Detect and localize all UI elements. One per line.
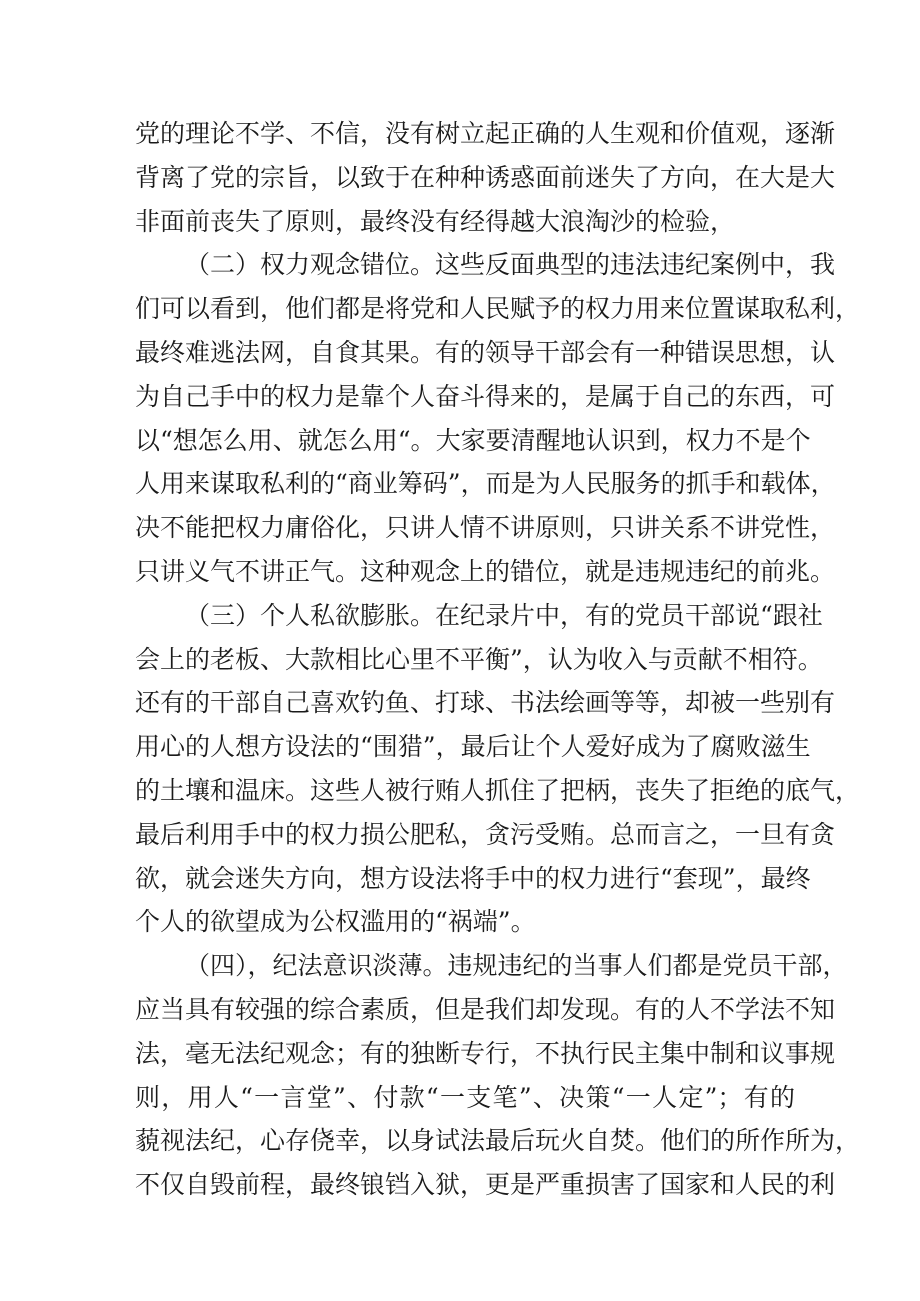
text-line: 决不能把权力庸俗化，只讲人情不讲原则，只讲关系不讲党性， [135, 513, 836, 543]
text-line: 最终难逃法网，自食其果。有的领导干部会有一种错误思想，认 [135, 337, 836, 367]
text-line: 则，用人“一言堂”、付款“一支笔”、决策“一人定”；有的 [135, 1082, 795, 1112]
body-text [135, 112, 861, 1207]
text-line: 应当具有较强的综合素质，但是我们却发现。有的人不学法不知 [135, 994, 836, 1024]
text-line: 以“想怎么用、就怎么用“。大家要清醒地认识到，权力不是个 [135, 425, 811, 455]
paragraph [135, 243, 861, 593]
text-line: 背离了党的宗旨，以致于在种种诱惑面前迷失了方向，在大是大 [135, 162, 836, 192]
text-line: 欲，就会迷失方向，想方设法将手中的权力进行“套现”，最终 [135, 863, 811, 893]
text-line: 的土壤和温床。这些人被行贿人抓住了把柄，丧失了拒绝的底气， [135, 775, 861, 805]
text-line: 个人的欲望成为公权滥用的“祸端”。 [135, 907, 536, 937]
text-line: （二）权力观念错位。这些反面典型的违法违纪案例中，我 [185, 250, 836, 280]
text-line: 最后利用手中的权力损公肥私，贪污受贿。总而言之，一旦有贪 [135, 819, 836, 849]
text-line: 非面前丧失了原则，最终没有经得越大浪淘沙的检验， [135, 206, 736, 236]
text-line: 用心的人想方设法的“围猎”，最后让个人爱好成为了腐败滋生 [135, 732, 811, 762]
text-line: 法，毫无法纪观念；有的独断专行，不执行民主集中制和议事规 [135, 1038, 836, 1068]
text-line: 会上的老板、大款相比心里不平衡”，认为收入与贡献不相符。 [135, 644, 823, 674]
paragraph [135, 112, 836, 243]
text-line: 们可以看到，他们都是将党和人民赋予的权力用来位置谋取私利， [135, 294, 861, 324]
text-line: （四），纪法意识淡薄。违规违纪的当事人们都是党员干部， [185, 951, 848, 981]
text-line: 只讲义气不讲正气。这种观念上的错位，就是违规违纪的前兆。 [135, 556, 836, 586]
text-line: 为自己手中的权力是靠个人奋斗得来的，是属于自己的东西，可 [135, 381, 836, 411]
paragraph [135, 594, 861, 944]
paragraph [135, 944, 861, 1207]
text-line: 藐视法纪，心存侥幸，以身试法最后玩火自焚。他们的所作所为， [135, 1126, 861, 1156]
text-line: 党的理论不学、不信，没有树立起正确的人生观和价值观，逐渐 [135, 119, 836, 148]
text-line: 人用来谋取私利的“商业筹码”，而是为人民服务的抓手和载体， [135, 469, 836, 499]
text-line: （三）个人私欲膨胀。在纪录片中，有的党员干部说“跟社 [185, 600, 823, 630]
text-line: 还有的干部自己喜欢钓鱼、打球、书法绘画等等，却被一些别有 [135, 688, 836, 718]
text-line: 不仅自毁前程，最终锒铛入狱，更是严重损害了国家和人民的利 [135, 1170, 836, 1200]
